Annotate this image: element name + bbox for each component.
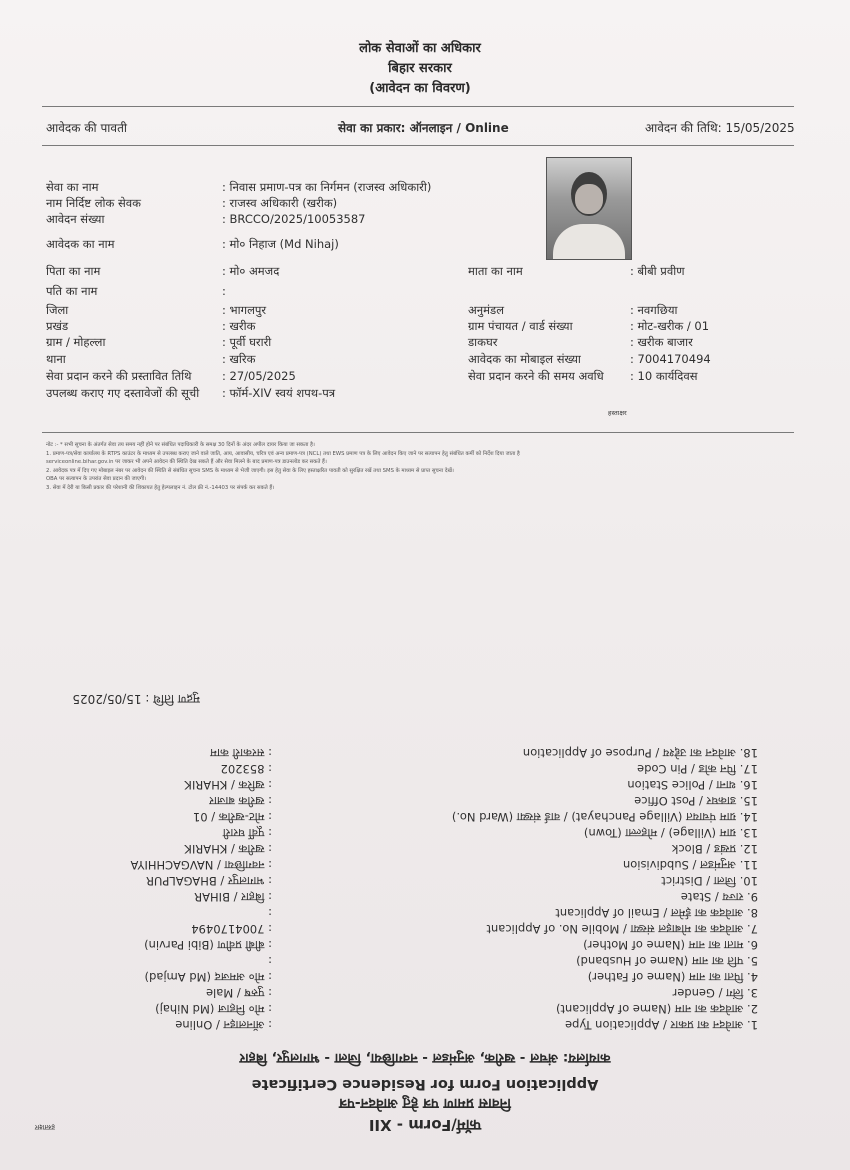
post-office-label: डाकघर <box>468 335 498 349</box>
form-row-label: 11. अनुमंडल / Subdivision <box>622 858 758 872</box>
panchayat-value: : मोट-खरीक / 01 <box>630 319 710 333</box>
form-row-value: : <box>268 954 272 968</box>
mother-name-value: : बीबी प्रवीण <box>630 264 685 278</box>
officer-value: : राजस्व अधिकारी (खरीक) <box>222 196 338 210</box>
form-row-value: : 853202 <box>220 762 272 776</box>
applicant-name-value: : मो० निहाज (Md Nihaj) <box>222 237 339 251</box>
form-title: फॉर्म/Form - XII <box>368 1116 482 1134</box>
district-value: : भागलपुर <box>222 303 267 317</box>
applicant-photo <box>546 157 632 260</box>
form-row-value: : खरीक बाजार <box>209 794 272 808</box>
form-row-value: : मोट-खरीक / 01 <box>192 810 272 824</box>
header-divider <box>42 106 794 107</box>
signature-label: हस्ताक्षर <box>608 409 627 417</box>
header-line-3: (आवेदन का विवरण) <box>369 81 471 96</box>
note-1b: serviceonline.bihar.gov.in पर जाकर भी अपने आवेदन की स्थिति देख सकते हैं और सेवा मिलने के बाद प्रमाण-पत्र डाउनलोड कर सकते हैं। <box>46 459 327 465</box>
father-name-value: : मो० अमजद <box>222 264 280 278</box>
officer-label: नाम निर्दिष्ट लोक सेवक <box>46 196 141 210</box>
village-value: : पूर्वी घरारी <box>222 335 272 349</box>
form-row-label: 3. लिंग / Gender <box>672 986 758 1000</box>
block-value: : खरीक <box>222 319 256 333</box>
form-row-label: 18. आवेदन का उद्देश्य / Purpose of Application <box>522 746 758 760</box>
subdivision-value: : नवगछिया <box>630 303 678 317</box>
application-date: आवेदन की तिथि: 15/05/2025 <box>645 121 795 135</box>
form-side-stamp: हस्ताक्षर <box>34 1123 55 1131</box>
proposed-date-value: : 27/05/2025 <box>222 369 296 383</box>
note-0: नोट :- * सभी सूचना के अंतर्गत सेवा तय समय नहीं होने पर संबंधित पदाधिकारी के समक्ष 30 दिनों के अंदर अपील दायर किया जा सकता है। <box>46 442 315 448</box>
form-print-date: मुद्रण तिथि : 15/05/2025 <box>72 692 200 706</box>
receipt-title: आवेदक की पावती <box>46 121 128 135</box>
application-number-label: आवेदन संख्या <box>46 212 105 226</box>
notes-divider <box>42 432 794 433</box>
service-period-value: : 10 कार्यदिवस <box>630 369 698 383</box>
form-row-label: 13. ग्राम (Village) / मोहल्ला (Town) <box>583 826 758 840</box>
subdivision-label: अनुमंडल <box>468 303 504 317</box>
form-row-label: 16. थाना / Police Station <box>627 778 758 792</box>
panchayat-label: ग्राम पंचायत / वार्ड संख्या <box>468 319 573 333</box>
form-row-label: 7. आवेदक का मोबाइल संख्या / Mobile No. of Applicant <box>486 922 758 936</box>
form-row-label: 12. प्रखंड / Block <box>671 842 758 856</box>
application-number-value: : BRCCO/2025/10053587 <box>222 212 366 226</box>
proposed-date-label: सेवा प्रदान करने की प्रस्तावित तिथि <box>46 369 192 383</box>
form-subtitle-english: Application Form for Residence Certificate <box>251 1076 599 1092</box>
note-2b: OBA पर सत्यापन के उपरांत सेवा प्रदान की जाएगी। <box>46 476 147 482</box>
form-row-label: 4. पिता का नाम (Name of Father) <box>587 970 758 984</box>
mother-name-label: माता का नाम <box>468 264 523 278</box>
service-name-label: सेवा का नाम <box>46 180 99 194</box>
form-row-value: : बीबी प्रवीण (Bibi Parvin) <box>144 938 272 952</box>
form-row-value: : पुरुष / Male <box>205 986 272 1000</box>
form-row-value: : बिहार / BIHAR <box>194 890 272 904</box>
header-line-2: बिहार सरकार <box>388 61 452 76</box>
form-office: कार्यालय: अंचल - खरीक, अनुमंडल - नवगछिया, जिला - भागलपुर, बिहार <box>239 1050 611 1066</box>
block-label: प्रखंड <box>46 319 69 333</box>
service-type: सेवा का प्रकार: ऑनलाइन / Online <box>338 121 509 135</box>
form-row-label: 2. आवेदक का नाम (Name of Applicant) <box>555 1002 758 1016</box>
applicant-name-label: आवेदक का नाम <box>46 237 115 251</box>
husband-name-value: : <box>222 284 226 298</box>
form-row-label: 8. आवेदक का ईमेल / Email of Applicant <box>555 906 758 920</box>
police-station-label: थाना <box>46 352 66 366</box>
form-row-label: 9. राज्य / State <box>680 890 758 904</box>
police-station-value: : खरिक <box>222 352 256 366</box>
mobile-label: आवेदक का मोबाइल संख्या <box>468 352 581 366</box>
service-period-label: सेवा प्रदान करने की समय अवधि <box>468 369 604 383</box>
form-row-value: : मो० अमजद (Md Amjad) <box>144 970 272 984</box>
form-row-label: 10. जिला / District <box>661 874 758 888</box>
form-row-value: : भागलपुर / BHAGALPUR <box>145 874 272 888</box>
post-office-value: : खरीक बाजार <box>630 335 693 349</box>
form-row-label: 6. माता का नाम (Name of Mother) <box>583 938 758 952</box>
form-row-label: 5. पति का नाम (Name of Husband) <box>576 954 758 968</box>
form-row-value: : सरकारी काम <box>210 746 272 760</box>
documents-value: : फॉर्म-XIV स्वयं शपथ-पत्र <box>222 386 336 400</box>
form-row-value: : मो० निहाज (Md Nihaj) <box>155 1002 272 1016</box>
note-3: 3. सेवा में देरी या किसी प्रकार की परेशानी की शिकायत हेतु हेल्पलाइन नं. टोल फ्री नं.-14403 पर संपर्क कर सकते हैं। <box>46 485 275 491</box>
form-row-value: : ऑनलाइन / Online <box>175 1018 272 1032</box>
receipt-divider <box>42 145 794 146</box>
header-line-1: लोक सेवाओं का अधिकार <box>359 41 481 56</box>
form-row-label: 1. आवेदन का प्रकार / Application Type <box>565 1018 758 1032</box>
form-row-value: : <box>268 906 272 920</box>
mobile-value: : 7004170494 <box>630 352 711 366</box>
form-row-value: : खरीक / KHARIK <box>184 842 272 856</box>
form-subtitle-hindi: निवास प्रमाण पत्र हेतु आवेदन-पत्र <box>339 1095 511 1111</box>
village-label: ग्राम / मोहल्ला <box>46 335 106 349</box>
form-row-value: : नवगछिया / NAVGACHHIYA <box>130 858 272 872</box>
district-label: जिला <box>46 303 69 317</box>
father-name-label: पिता का नाम <box>46 264 101 278</box>
form-xii-rotated <box>0 560 850 1170</box>
husband-name-label: पति का नाम <box>46 284 98 298</box>
documents-label: उपलब्ध कराए गए दस्तावेजों की सूची <box>46 386 200 400</box>
form-row-label: 17. पिन कोड / Pin Code <box>637 762 758 776</box>
form-row-label: 14. ग्राम पंचायत (Village Panchayat) / वार्ड संख्या (Ward No.) <box>451 810 758 824</box>
note-2: 2. आवेदक पत्र में दिए गए मोबाइल नंबर पर आवेदन की स्थिति से संबंधित सूचना SMS के माध्यम से भेजी जाएगी। इस हेतु सेवा के लिए हस्ताक्षरित पावती को सुरक्षित रखें तथा SMS के माध्यम से प्राप्त सूचना देखें। <box>46 468 454 474</box>
form-row-value: : खरिक / KHARIK <box>184 778 272 792</box>
service-name-value: : निवास प्रमाण-पत्र का निर्गमन (राजस्व अधिकारी) <box>222 180 432 194</box>
form-row-value: : 7004170494 <box>191 922 272 936</box>
form-row-label: 15. डाकघर / Post Office <box>634 794 758 808</box>
note-1: 1. प्रमाण-पत्र/सेवा कार्यालय के RTPS काउंटर के माध्यम से उपलब्ध कराए जाने वाले जाति, आय, आवासीय, चरित्र एवं अन्य प्रमाण-पत्र (NCL) तथा EWS प्रमाण पत्र के लिए आवेदन किए जाने पर सत्यापन हेतु संबंधित कर्मी को निर्देश दिया जाता है <box>46 451 520 457</box>
form-row-value: : पूर्वी घरारी <box>222 826 272 840</box>
